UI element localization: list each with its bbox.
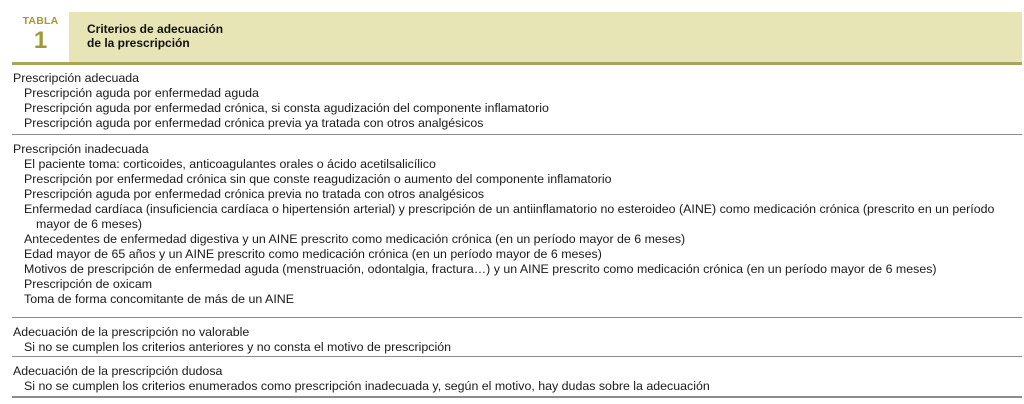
list-item: Prescripción por enfermedad crónica sin que conste reagudización o aumento del componente inflamatorio bbox=[24, 172, 612, 186]
section-title: Prescripción adecuada bbox=[13, 71, 140, 85]
list-item bbox=[12, 202, 1022, 232]
section-prescripcion-adecuada bbox=[12, 69, 1022, 135]
list-item-continuation: mayor de 6 meses) bbox=[36, 217, 143, 231]
list-item: Toma de forma concomitante de más de un AINE bbox=[24, 292, 294, 306]
table-1 bbox=[12, 12, 1022, 398]
list-item: Prescripción aguda por enfermedad crónica previa ya tratada con otros analgésicos bbox=[24, 116, 484, 130]
list-item: Prescripción aguda por enfermedad aguda bbox=[24, 86, 259, 100]
section-no-valorable bbox=[12, 323, 1022, 357]
section-title: Adecuación de la prescripción dudosa bbox=[13, 364, 223, 378]
table-title bbox=[69, 12, 1022, 62]
list-item: El paciente toma: corticoides, anticoagulantes orales o ácido acetilsalicílico bbox=[24, 157, 436, 171]
list-item: Antecedentes de enfermedad digestiva y un AINE prescrito como medicación crónica (en un período mayor de 6 meses) bbox=[24, 232, 686, 246]
table-body bbox=[12, 69, 1022, 398]
list-item: Edad mayor de 65 años y un AINE prescrito como medicación crónica (en un período mayor de 6 meses) bbox=[24, 247, 602, 261]
list-item: Si no se cumplen los criterios anteriores y no consta el motivo de prescripción bbox=[24, 340, 451, 354]
section-title: Adecuación de la prescripción no valorable bbox=[13, 325, 250, 339]
section-title: Prescripción inadecuada bbox=[13, 142, 149, 156]
list-item: Prescripción aguda por enfermedad crónica, si consta agudización del componente inflamatorio bbox=[24, 101, 549, 115]
list-item: Prescripción aguda por enfermedad crónica previa no tratada con otros analgésicos bbox=[24, 187, 485, 201]
table-label-text: TABLA bbox=[22, 15, 59, 27]
list-item: Prescripción de oxicam bbox=[24, 277, 153, 291]
table-title-line-1: Criterios de adecuación bbox=[87, 22, 224, 36]
table-label bbox=[12, 12, 69, 62]
table-header bbox=[12, 12, 1022, 65]
list-item: Motivos de prescripción de enfermedad aguda (menstruación, odontalgia, fractura…) y un AINE prescrito como medicación crónica (en un período mayor de 6 meses) bbox=[24, 262, 937, 276]
table-number: 1 bbox=[33, 27, 48, 54]
table-title-line-2: de la prescripción bbox=[87, 36, 190, 50]
section-dudosa bbox=[12, 362, 1022, 398]
list-item: Si no se cumplen los criterios enumerados como prescripción inadecuada y, según el motivo, hay dudas sobre la adecuación bbox=[24, 379, 710, 393]
section-prescripcion-inadecuada bbox=[12, 140, 1022, 318]
list-item-text: Enfermedad cardíaca (insuficiencia cardíaca o hipertensión arterial) y prescripción de un antiinflamatorio no esteroideo (AINE) como medicación crónica (prescrito en un período bbox=[24, 202, 995, 216]
